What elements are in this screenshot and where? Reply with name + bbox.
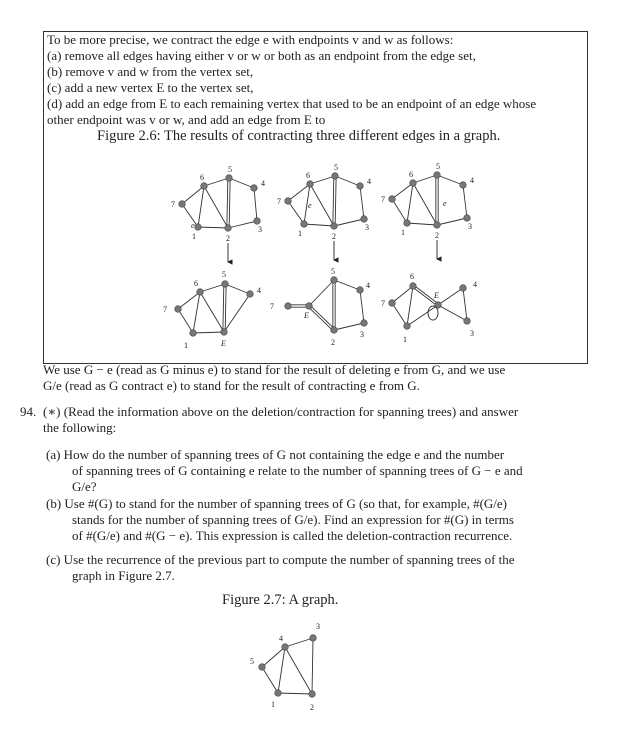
vertex-label: 4: [470, 176, 474, 185]
graph-edge: [204, 178, 229, 186]
double-edge-inner: [309, 306, 334, 330]
vertex-label: 2: [331, 338, 335, 347]
graph-vertex: [389, 300, 396, 307]
graph-edge: [288, 201, 304, 224]
graph-vertex: [222, 281, 229, 288]
graph-edge: [437, 218, 467, 225]
graph-edge: [407, 183, 413, 223]
graph-vertex: [404, 323, 411, 330]
graph-edge: [334, 323, 364, 330]
part-b-line: stands for the number of spanning trees of G/e). Find an expression for #(G) in terms: [72, 512, 514, 527]
graph-edge: [198, 186, 204, 227]
graph-edge: [310, 184, 334, 226]
graph-vertex: [197, 289, 204, 296]
graph-edge: [463, 288, 467, 321]
part-a-line: of spanning trees of G containing e relate to the number of spanning trees of G − e and: [72, 463, 523, 478]
vertex-label: 6: [200, 173, 204, 182]
part-a-line: G/e?: [72, 479, 97, 494]
box-line: (c) add a new vertex E to the vertex set,: [47, 80, 254, 95]
graph-vertex: [331, 277, 338, 284]
vertex-label: e: [191, 221, 195, 230]
problem-number: 94.: [20, 404, 37, 419]
graph-edge: [413, 183, 437, 225]
graph-edge: [285, 638, 313, 647]
graph-edge: [178, 292, 200, 309]
graph-vertex: [275, 690, 282, 697]
vertex-label: 7: [381, 299, 385, 308]
vertex-label: 5: [222, 270, 226, 279]
vertex-label: 6: [409, 170, 413, 179]
graph-edge: [193, 332, 224, 333]
graph-edge: [392, 183, 413, 199]
graph-edge: [228, 221, 257, 228]
graph-edge: [413, 175, 437, 183]
part-a-line: (a) How do the number of spanning trees of G not containing the edge e and the number: [46, 447, 505, 462]
vertex-label: 6: [194, 279, 198, 288]
graph-edge: [254, 188, 257, 221]
graph-edge: [182, 204, 198, 227]
graph-vertex: [331, 223, 338, 230]
graph-vertex: [434, 172, 441, 179]
vertex-label: 1: [184, 341, 188, 350]
vertex-label: 4: [366, 281, 370, 290]
graph-vertex: [201, 183, 208, 190]
graph-vertex: [247, 291, 254, 298]
graph-vertex: [307, 181, 314, 188]
graph-edge: [335, 176, 360, 186]
graph-vertex: [251, 185, 258, 192]
graph-vertex: [332, 173, 339, 180]
vertex-label: 4: [257, 286, 261, 295]
vertex-label: 4: [261, 179, 265, 188]
graph-vertex: [434, 222, 441, 229]
para-line: We use G − e (read as G minus e) to stand for the result of deleting e from G, and we use: [43, 362, 506, 377]
graph-edge: [278, 647, 285, 693]
para-line: G/e (read as G contract e) to stand for the result of contracting e from G.: [43, 378, 420, 393]
graph-edge: [193, 292, 200, 333]
graph-edge: [182, 186, 204, 204]
vertex-label: 3: [316, 622, 320, 631]
graph-edge: [437, 175, 463, 185]
graph-vertex: [357, 183, 364, 190]
graph-edge: [200, 284, 225, 292]
vertex-label: 4: [279, 634, 283, 643]
part-b-line: (b) Use #(G) to stand for the number of spanning trees of G (so that, for example, #(G/e): [46, 496, 508, 511]
graph-vertex: [175, 306, 182, 313]
graph-edge: [229, 178, 254, 188]
box-line: To be more precise, we contract the edge e with endpoints v and w as follows:: [47, 32, 454, 47]
graph-edge: [200, 292, 224, 332]
vertex-label: 2: [310, 703, 314, 712]
vertex-label: 3: [468, 222, 472, 231]
graph-vertex: [190, 330, 197, 337]
vertex-label: e: [308, 201, 312, 210]
double-edge-inner: [228, 178, 229, 228]
graph-edge: [334, 280, 360, 290]
graph-edge: [360, 290, 364, 323]
graph-vertex: [221, 329, 228, 336]
vertex-label: E: [221, 339, 226, 348]
graph-edge: [463, 185, 467, 218]
vertex-label: 5: [334, 163, 338, 172]
vertex-label: 3: [360, 330, 364, 339]
graph-edge: [407, 223, 437, 225]
graph-vertex: [361, 320, 368, 327]
graph-edge: [224, 294, 250, 332]
problem-intro: the following:: [43, 420, 117, 435]
part-c-line: (c) Use the recurrence of the previous part to compute the number of spanning trees of the: [46, 552, 515, 567]
graph-vertex: [310, 635, 317, 642]
graph-edge: [198, 227, 228, 228]
vertex-label: 7: [381, 195, 385, 204]
graph-vertex: [226, 175, 233, 182]
graph-edge: [392, 286, 413, 303]
vertex-label: 6: [306, 171, 310, 180]
graph-edge: [262, 647, 285, 667]
graph-edge: [310, 176, 335, 184]
graph-vertex: [195, 224, 202, 231]
box-line: (d) add an edge from E to each remaining vertex that used to be an endpoint of an edge whose: [47, 96, 537, 111]
vertex-label: 2: [226, 234, 230, 243]
vertex-label: 6: [410, 272, 414, 281]
graph-vertex: [301, 221, 308, 228]
graph-edge: [285, 647, 312, 694]
part-c-line: graph in Figure 2.7.: [72, 568, 175, 583]
part-b-line: of #(G/e) and #(G − e). This expression is called the deletion-contraction recurrence.: [72, 528, 513, 543]
vertex-label: E: [304, 311, 309, 320]
graph-edge: [225, 284, 250, 294]
vertex-label: 3: [365, 223, 369, 232]
graph-vertex: [309, 691, 316, 698]
vertex-label: 1: [298, 229, 302, 238]
vertex-label: 3: [470, 329, 474, 338]
graph-vertex: [285, 198, 292, 205]
graph-edge: [392, 303, 407, 326]
vertex-label: e: [443, 199, 447, 208]
graph-vertex: [282, 644, 289, 651]
vertex-label: 4: [473, 280, 477, 289]
graph-vertex: [460, 182, 467, 189]
graph-vertex: [179, 201, 186, 208]
graph-vertex: [464, 215, 471, 222]
graph-vertex: [331, 327, 338, 334]
graph-edge: [360, 186, 364, 219]
figure-2-6-caption: Figure 2.6: The results of contracting three different edges in a graph.: [97, 128, 501, 144]
graph-edge: [262, 667, 278, 693]
box-line: (a) remove all edges having either v or w or both as an endpoint from the edge set,: [47, 48, 476, 63]
box-line: (b) remove v and w from the vertex set,: [47, 64, 254, 79]
graph-vertex: [254, 218, 261, 225]
graph-vertex: [259, 664, 266, 671]
graph-edge: [278, 693, 312, 694]
box-line: other endpoint was v or w, and add an edge from E to: [47, 112, 326, 127]
vertex-label: 1: [403, 335, 407, 344]
graph-vertex: [464, 318, 471, 325]
vertex-label: 4: [367, 177, 371, 186]
graph-edge: [309, 280, 334, 306]
graph-edge: [334, 219, 364, 226]
graph-edge: [204, 186, 228, 228]
graph-vertex: [306, 303, 313, 310]
graph-vertex: [460, 285, 467, 292]
graph-vertex: [357, 287, 364, 294]
problem-intro: (∗) (Read the information above on the deletion/contraction for spanning trees) and answer: [43, 404, 519, 419]
vertex-label: 5: [250, 657, 254, 666]
double-edge-inner: [224, 284, 225, 332]
graph-edge: [407, 286, 413, 326]
graph-vertex: [410, 180, 417, 187]
vertex-label: 5: [436, 162, 440, 171]
graph-edge: [288, 184, 310, 201]
vertex-label: 7: [270, 302, 274, 311]
vertex-label: 1: [401, 228, 405, 237]
graph-edge: [438, 305, 467, 321]
graph-vertex: [361, 216, 368, 223]
figure-2-7-caption: Figure 2.7: A graph.: [222, 592, 339, 608]
graph-vertex: [404, 220, 411, 227]
double-edge-inner: [334, 176, 335, 226]
graph-edge: [438, 288, 463, 305]
vertex-label: 1: [192, 232, 196, 241]
vertex-label: 2: [435, 231, 439, 240]
vertex-label: 5: [331, 267, 335, 276]
graph-edge: [407, 305, 438, 326]
graph-edge: [312, 638, 313, 694]
vertex-label: 3: [258, 225, 262, 234]
vertex-label: 1: [271, 700, 275, 709]
vertex-label: 7: [277, 197, 281, 206]
vertex-label: E: [434, 291, 439, 300]
vertex-label: 2: [332, 232, 336, 241]
graph-vertex: [389, 196, 396, 203]
vertex-label: 7: [171, 200, 175, 209]
graph-edge: [392, 199, 407, 223]
graph-vertex: [225, 225, 232, 232]
graph-edge: [304, 224, 334, 226]
graph-edge: [178, 309, 193, 333]
graph-vertex: [410, 283, 417, 290]
vertex-label: 5: [228, 165, 232, 174]
graph-vertex: [285, 303, 292, 310]
vertex-label: 7: [163, 305, 167, 314]
